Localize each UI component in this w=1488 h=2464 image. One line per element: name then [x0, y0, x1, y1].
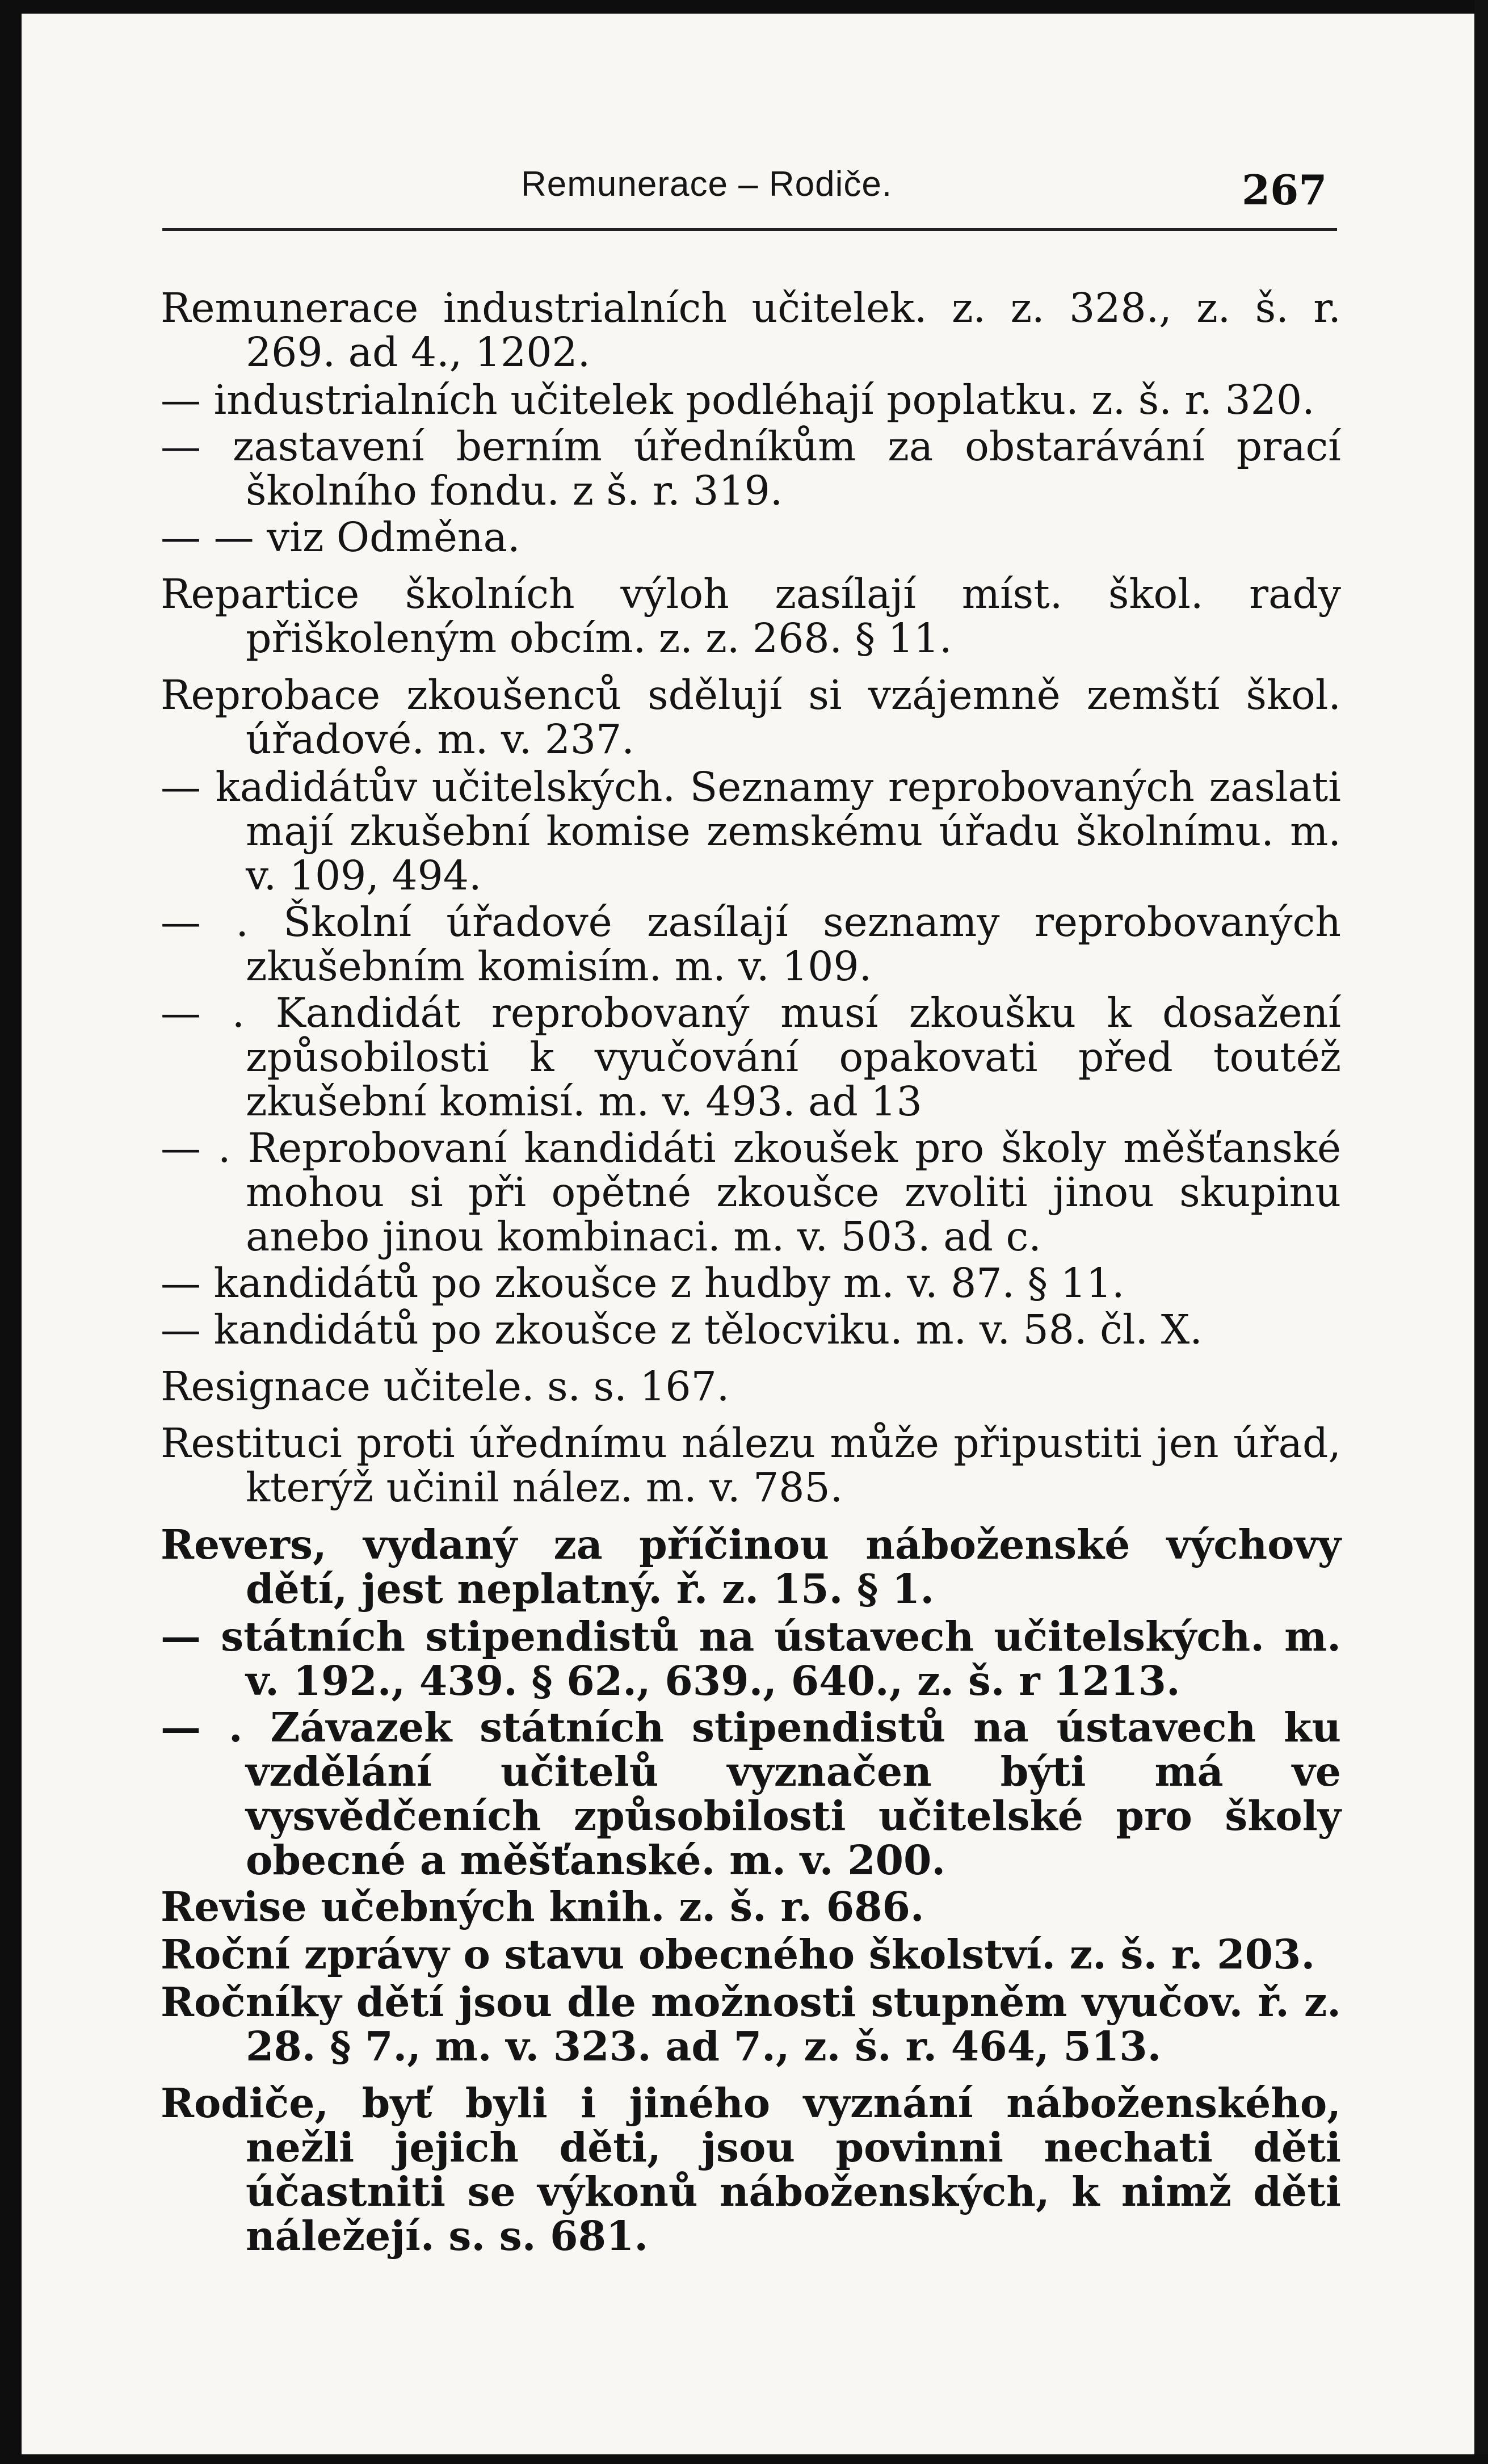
index-entry: Resignace učitele. s. s. 167. — [161, 1363, 730, 1410]
index-subentry: — zastavení berním úředníkům za obstarávání prací školního fondu. z š. r. 319. — [161, 423, 1341, 514]
index-entries — [161, 286, 1341, 2261]
index-subentry: — industrialních učitelek podléhají poplatku. z. š. r. 320. — [161, 376, 1315, 423]
index-subentry: — . Závazek státních stipendistů na ústavech ku vzdělání učitelů vyznačen býti má ve vysvědčeních způsobilosti učitelské pro školy obecné a měšťanské. m. v. 200. — [161, 1703, 1341, 1884]
index-subentry: — . Školní úřadové zasílají seznamy reprobovaných zkušebním komisím. m. v. 109. — [161, 899, 1341, 990]
index-entry: Roční zprávy o stavu obecného školství. z. š. r. 203. — [161, 1930, 1315, 1978]
scan-edge-right — [1474, 0, 1488, 2464]
index-subentry: — . Kandidát reprobovaný musí zkoušku k dosažení způsobilosti k vyučování opakovati před toutéž zkušební komisí. m. v. 493. ad 13 — [161, 989, 1341, 1125]
index-entry: Remunerace industrialních učitelek. z. z. 328., z. š. r. 269. ad 4., 1202. — [161, 284, 1341, 376]
index-subentry: — . Reprobovaní kandidáti zkoušek pro školy měšťanské mohou si při opětné zkoušce zvoliti jinou skupinu anebo jinou kombinaci. m. v. 503. ad c. — [161, 1124, 1341, 1260]
index-subentry: — kadidátův učitelských. Seznamy reprobovaných zaslati mají zkušební komise zemskému úřadu školnímu. m. v. 109, 494. — [161, 763, 1341, 899]
running-head: Remunerace – Rodiče. — [521, 165, 893, 204]
index-subentry: — — viz Odměna. — [161, 514, 520, 561]
scan-edge-bottom — [0, 2454, 1488, 2464]
index-entry: Revise učebných knih. z. š. r. 686. — [161, 1883, 924, 1930]
index-entry: Rodiče, byť byli i jiného vyznání náboženského, nežli jejich děti, jsou povinni nechati děti účastniti se výkonů náboženských, k nimž děti náležejí. s. s. 681. — [161, 2079, 1341, 2260]
page-number: 267 — [1242, 166, 1327, 214]
book-page — [22, 14, 1474, 2454]
scan-edge-left — [0, 0, 22, 2464]
index-entry: Reprobace zkoušenců sdělují si vzájemně zemští škol. úřadové. m. v. 237. — [161, 671, 1341, 763]
header-rule — [162, 228, 1337, 231]
index-entry: Repartice školních výloh zasílají míst. škol. rady přiškoleným obcím. z. z. 268. § 11. — [161, 570, 1341, 662]
index-subentry: — kandidátů po zkoušce z tělocviku. m. v. 58. čl. X. — [161, 1306, 1203, 1353]
index-subentry: — kandidátů po zkoušce z hudby m. v. 87. § 11. — [161, 1260, 1125, 1307]
index-entry: Revers, vydaný za příčinou náboženské výchovy dětí, jest neplatný. ř. z. 15. § 1. — [161, 1521, 1341, 1613]
index-entry: Ročníky dětí jsou dle možnosti stupněm vyučov. ř. z. 28. § 7., m. v. 323. ad 7., z. š. r. 464, 513. — [161, 1978, 1341, 2070]
index-entry: Restituci proti úřednímu nálezu může připustiti jen úřad, kterýž učinil nález. m. v. 785. — [161, 1420, 1341, 1511]
index-subentry: — státních stipendistů na ústavech učitelských. m. v. 192., 439. § 62., 639., 640., z. š. r 1213. — [161, 1613, 1341, 1705]
scan-edge-top — [0, 0, 1488, 14]
